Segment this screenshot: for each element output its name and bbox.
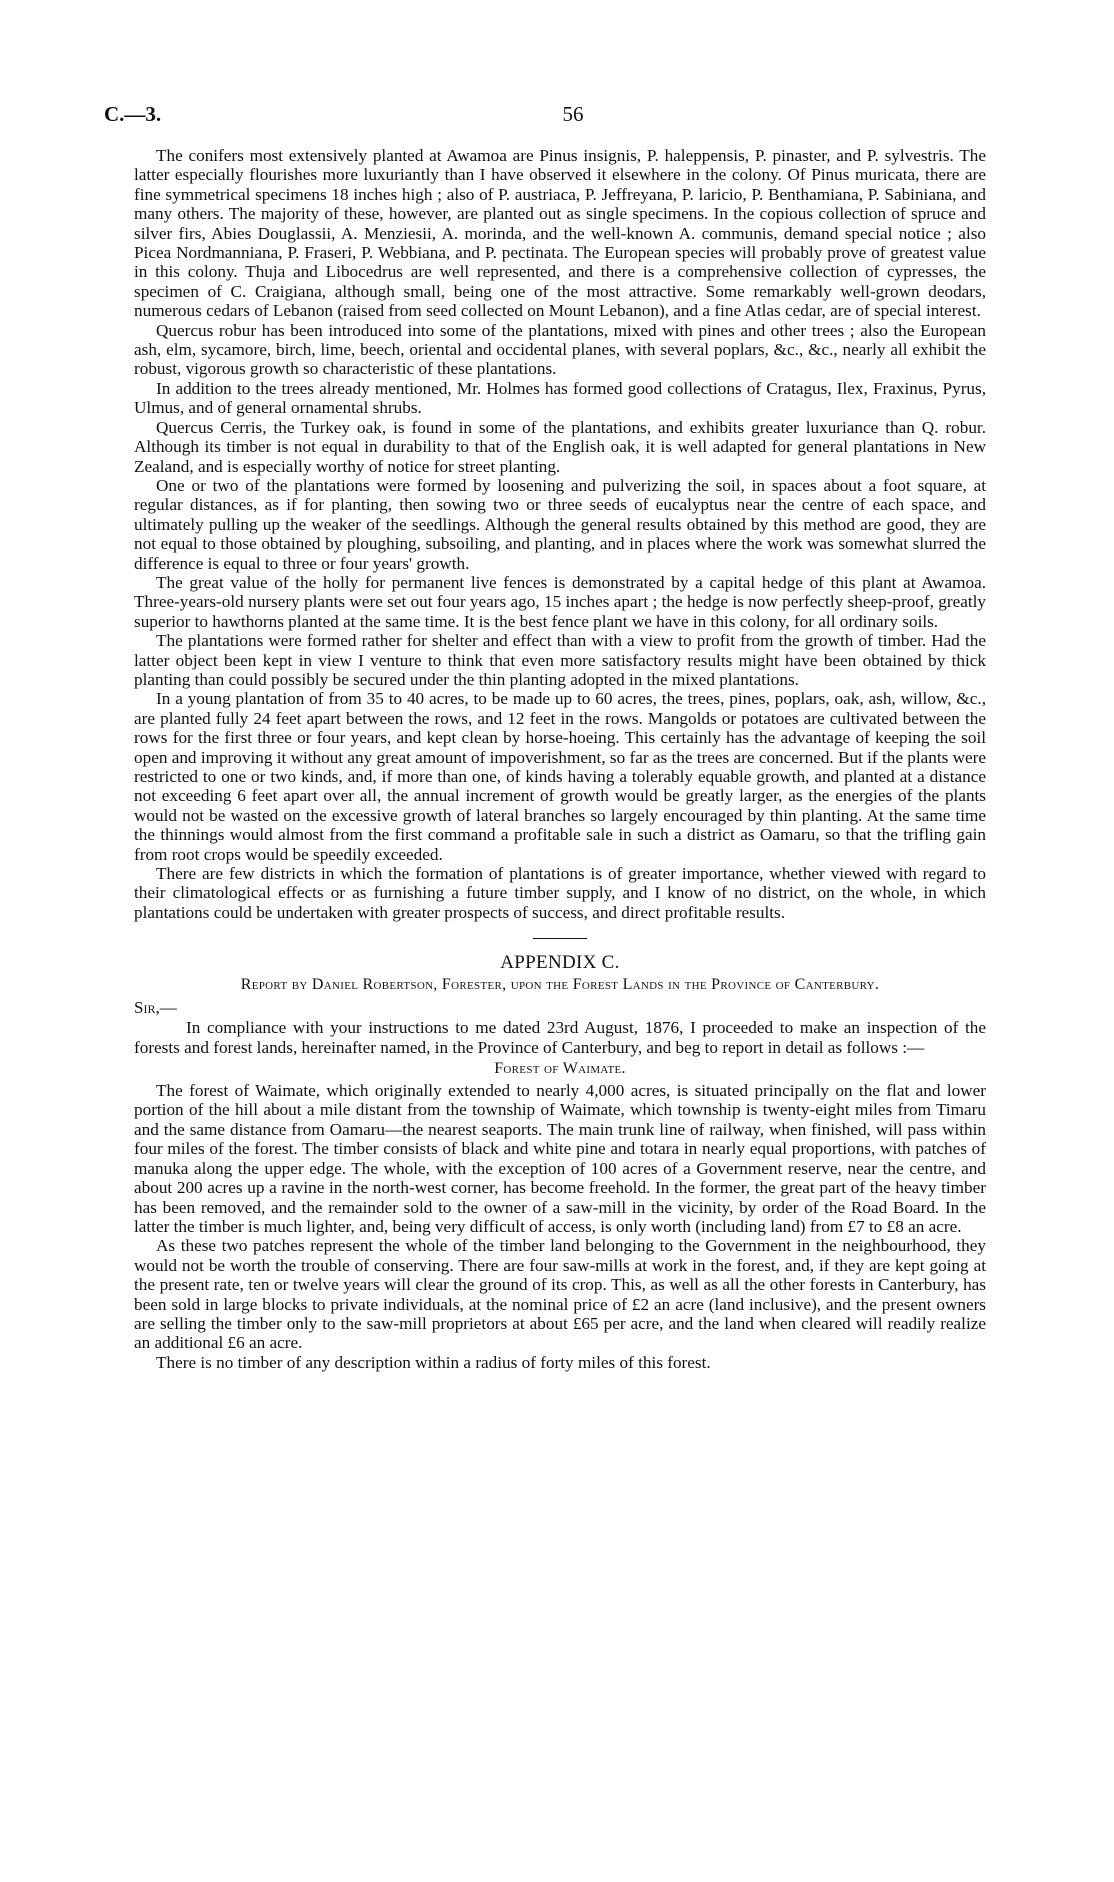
section-title-waimate: Forest of Waimate. bbox=[494, 1060, 626, 1078]
paragraph-waimate-forest: The forest of Waimate, which originally extended to nearly 4,000 acres, is situated principally on the flat and lower portion of the hill about a mile distant from the township of Waimate, which township is twenty-eight miles from Timaru and the same distance from Oamaru—the nearest seaports. The main trunk line of railway, when finished, will pass within four miles of the forest. The timber consists of black and white pine and totara in nearly equal proportions, with patches of manuka along the upper edge. The whole, with the exception of 100 acres of a Government reserve, near the centre, and about 200 acres up a ravine in the north-west corner, has become freehold. In the former, the great part of the heavy timber has been removed, and the remainder sold to the owner of a saw-mill in the vicinity, by order of the Road Board. In the latter the timber is much lighter, and, being very difficult of access, is only worth (including land) from £7 to £8 an acre. bbox=[134, 1081, 986, 1236]
document-body bbox=[134, 146, 986, 1372]
paragraph-holly-hedge: The great value of the holly for permanent live fences is demonstrated by a capital hedge of this plant at Awamoa. Three-years-old nursery plants were set out four years ago, 15 inches apart ; the hedge is now perfectly sheep-proof, greatly superior to hawthorns planted at the same time. It is the best fence plant we have in this colony, for all ordinary soils. bbox=[134, 572, 986, 631]
page-number: 56 bbox=[562, 102, 584, 126]
paragraph-quercus-robur: Quercus robur has been introduced into some of the plantations, mixed with pines and other trees ; also the European ash, elm, sycamore, birch, lime, beech, oriental and occidental planes, with several poplars, &c., &c., nearly all exhibit the robust, vigorous growth so characteristic of these plantations. bbox=[134, 320, 986, 379]
salutation: Sir,— bbox=[134, 998, 177, 1018]
paragraph-young-plantation: In a young plantation of from 35 to 40 acres, to be made up to 60 acres, the trees, pines, poplars, oak, ash, willow, &c., are planted fully 24 feet apart between the rows, and 12 feet in the rows. Mangolds or potatoes are cultivated between the rows for the first three or four years, and kept clean by horse-hoeing. This certainly has the advantage of keeping the soil open and improving it without any great amount of impoverishment, so far as the trees are concerned. But if the plants were restricted to one or two kinds, and, if more than one, of kinds having a tolerably equable growth, and planted at a distance not exceeding 6 feet apart over all, the annual increment of growth would be greatly larger, as the energies of the plants would not be wasted on the excessive growth of lateral branches so largely encouraged by thin planting. At the same time the thinnings would almost from the first command a profitable sale in such a district as Oamaru, so that the trifling gain from root crops would be speedily exceeded. bbox=[134, 689, 986, 864]
paragraph-no-timber: There is no timber of any description within a radius of forty miles of this forest. bbox=[156, 1352, 711, 1372]
paragraph-quercus-cerris: Quercus Cerris, the Turkey oak, is found in some of the plantations, and exhibits greater luxuriance than Q. robur. Although its timber is not equal in durability to that of the English oak, it is well adapted for general plantations in New Zealand, and is especially worthy of notice for street planting. bbox=[134, 417, 986, 476]
paragraph-collections: In addition to the trees already mentioned, Mr. Holmes has formed good collections of Cratagus, Ilex, Fraxinus, Pyrus, Ulmus, and of general ornamental shrubs. bbox=[134, 378, 986, 418]
page-header bbox=[104, 102, 1042, 132]
appendix-intro: In compliance with your instructions to me dated 23rd August, 1876, I proceeded to make an inspection of the forests and forest lands, hereinafter named, in the Province of Canterbury, and beg to report in detail as follows :— bbox=[134, 1018, 986, 1057]
document-reference: C.—3. bbox=[104, 102, 162, 126]
paragraph-eucalyptus-method: One or two of the plantations were formed by loosening and pulverizing the soil, in spaces about a foot square, at regular distances, as if for planting, then sowing two or three seeds of eucalyptus near the centre of each space, and ultimately pulling up the weaker of the seedlings. Although the general results obtained by this method are good, they are not equal to those obtained by ploughing, subsoiling, and planting, and in places where the work was somewhat slurred the difference is equal to three or four years' growth. bbox=[134, 475, 986, 573]
paragraph-shelter: The plantations were formed rather for shelter and effect than with a view to profit from the growth of timber. Had the latter object been kept in view I venture to think that even more satisfactory results might have been obtained by thick planting than could possibly be secured under the thin planting adopted in the mixed plantations. bbox=[134, 631, 986, 689]
paragraph-timber-patches: As these two patches represent the whole of the timber land belonging to the Government in the neighbourhood, they would not be worth the trouble of conserving. There are four saw-mills at work in the forest, and, if they are kept going at the present rate, ten or twelve years will clear the ground of its crop. This, as well as all the other forests in Canterbury, has been sold in large blocks to private individuals, at the nominal price of £2 an acre (land inclusive), and the present owners are selling the timber only to the saw-mill proprietors at about £65 per acre, and the land when cleared will readily realize an additional £6 an acre. bbox=[134, 1236, 986, 1353]
appendix-subtitle: Report by Daniel Robertson, Forester, upon the Forest Lands in the Province of Canterbury. bbox=[240, 976, 880, 994]
paragraph-conclusion: There are few districts in which the formation of plantations is of greater importance, whether viewed with regard to their climatological effects or as furnishing a future timber supply, and I know of no district, on the whole, in which plantations could be undertaken with greater prospects of success, and direct profitable results. bbox=[134, 864, 986, 922]
section-divider bbox=[533, 938, 587, 939]
paragraph-conifers: The conifers most extensively planted at Awamoa are Pinus insignis, P. haleppensis, P. pinaster, and P. sylvestris. The latter especially flourishes more luxuriantly than I have observed it elsewhere in the colony. Of Pinus muricata, there are fine symmetrical specimens 18 inches high ; also of P. austriaca, P. Jeffreyana, P. laricio, P. Benthamiana, P. Sabiniana, and many others. The majority of these, however, are planted out as single specimens. In the copious collection of spruce and silver firs, Abies Douglassii, A. Menziesii, A. morinda, and the well-known A. communis, demand special notice ; also Picea Nordmanniana, P. Fraseri, P. Webbiana, and P. pectinata. The European species will probably prove of greatest value in this colony. Thuja and Libocedrus are well represented, and there is a comprehensive collection of cypresses, the specimen of C. Craigiana, although small, being one of the most attractive. Some remarkably well-grown deodars, numerous cedars of Lebanon (raised from seed collected on Mount Lebanon), and a fine Atlas cedar, are of special interest. bbox=[134, 146, 986, 321]
appendix-title: APPENDIX C. bbox=[500, 952, 620, 974]
